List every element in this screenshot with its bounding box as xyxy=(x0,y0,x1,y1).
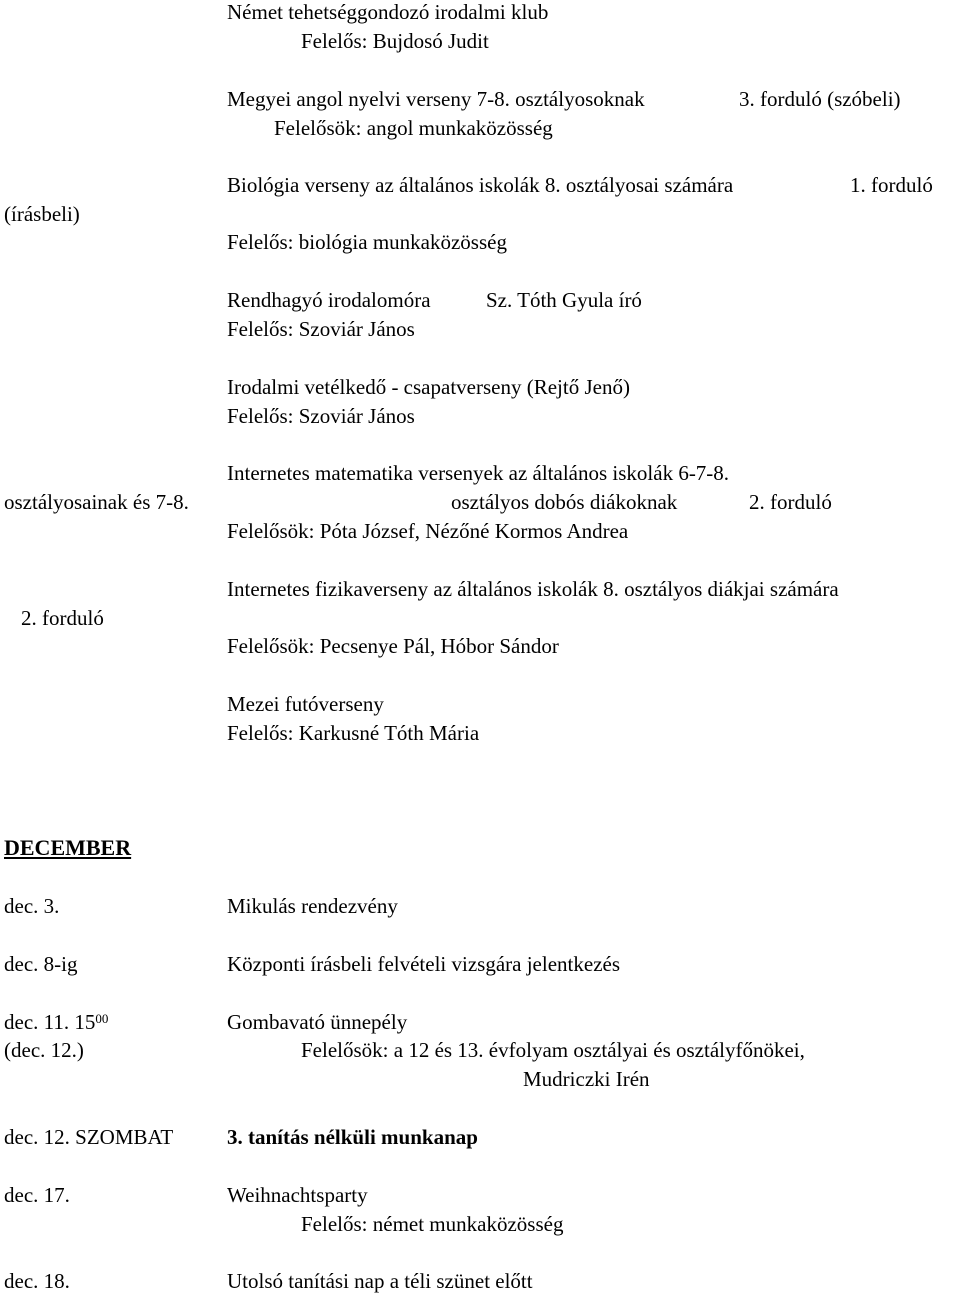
event-date-text: dec. 11. 15 xyxy=(4,1010,96,1034)
event-title: Weihnachtsparty xyxy=(227,1183,368,1207)
event-title: Német tehetséggondozó irodalmi klub xyxy=(227,0,549,24)
event-responsible: Felelős: Szoviár János xyxy=(227,317,415,341)
event-title: Internetes matematika versenyek az általános iskolák 6-7-8. xyxy=(227,461,730,485)
event-date xyxy=(4,1010,108,1034)
event-title: Utolsó tanítási nap a téli szünet előtt xyxy=(227,1269,533,1293)
event-round: 2. forduló xyxy=(21,606,104,630)
event-title: Internetes fizikaverseny az általános iskolák 8. osztályos diákjai számára xyxy=(227,577,839,601)
event-title-cont: osztályos dobós diákoknak xyxy=(451,490,678,514)
event-responsible: Felelősök: angol munkaközösség xyxy=(274,116,553,140)
event-responsible: Felelősök: a 12 és 13. évfolyam osztályai és osztályfőnökei, xyxy=(301,1038,805,1062)
event-title: 3. tanítás nélküli munkanap xyxy=(227,1125,478,1149)
event-date: dec. 18. xyxy=(4,1269,70,1293)
event-title: Rendhagyó irodalomóra xyxy=(227,288,431,312)
event-round: 2. forduló xyxy=(749,490,832,514)
event-round: (írásbeli) xyxy=(4,202,80,226)
event-time-superscript: 00 xyxy=(95,1011,109,1026)
event-responsible: Felelősök: Pecsenye Pál, Hóbor Sándor xyxy=(227,634,559,658)
month-heading: DECEMBER xyxy=(4,835,132,860)
event-title: Irodalmi vetélkedő - csapatverseny (Rejtő Jenő) xyxy=(227,375,630,399)
event-responsible: Felelős: Bujdosó Judit xyxy=(301,29,489,53)
event-title: Gombavató ünnepély xyxy=(227,1010,408,1034)
event-title-cont: osztályosainak és 7-8. xyxy=(4,490,189,514)
event-date: dec. 17. xyxy=(4,1183,70,1207)
event-responsible: Felelős: német munkaközösség xyxy=(301,1212,564,1236)
event-title: Biológia verseny az általános iskolák 8. osztályosai számára xyxy=(227,173,734,197)
event-responsible: Felelős: biológia munkaközösség xyxy=(227,230,507,254)
event-responsible: Felelős: Karkusné Tóth Mária xyxy=(227,721,480,745)
event-responsible: Felelős: Szoviár János xyxy=(227,404,415,428)
event-date: dec. 8-ig xyxy=(4,952,78,976)
event-title: Megyei angol nyelvi verseny 7-8. osztályosoknak xyxy=(227,87,645,111)
event-round: 3. forduló (szóbeli) xyxy=(739,87,901,111)
event-round: 1. forduló xyxy=(850,173,933,197)
event-responsible: Felelősök: Póta József, Nézőné Kormos Andrea xyxy=(227,519,629,543)
event-responsible-cont: Mudriczki Irén xyxy=(523,1067,650,1091)
event-title: Mikulás rendezvény xyxy=(227,894,398,918)
event-title: Mezei futóverseny xyxy=(227,692,384,716)
event-date: (dec. 12.) xyxy=(4,1038,84,1062)
event-date: dec. 3. xyxy=(4,894,60,918)
event-detail: Sz. Tóth Gyula író xyxy=(486,288,642,312)
event-title: Központi írásbeli felvételi vizsgára jelentkezés xyxy=(227,952,621,976)
event-date: dec. 12. SZOMBAT xyxy=(4,1125,174,1149)
